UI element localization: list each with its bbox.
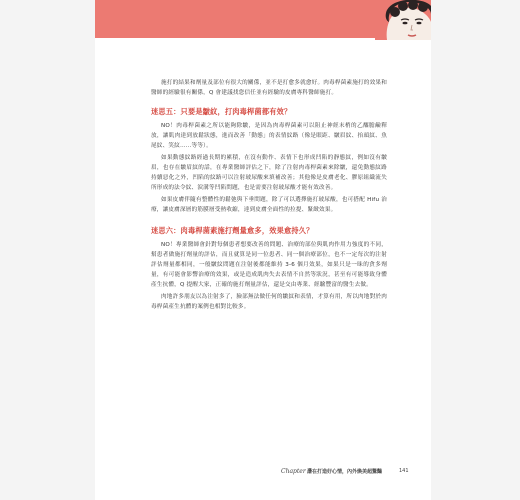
intro-paragraph: 施打的結果和劑量及部位有很大的關係，並不是打愈多就愈好。肉毒桿菌素施打的效果和醫師的經驗很有關係，Q 會建議找您信任並有經驗的皮膚專科醫師施打。 bbox=[151, 80, 387, 96]
paragraph: 如果皮膚伴隨有整體性的鬆弛與下垂問題，除了可以選擇施打玻尿酸，也可搭配 Hifu 治療，讓皮膚深層的筋膜層受熱收縮，達到皮膚全面性的拉提、緊緻效果。 bbox=[151, 197, 387, 213]
paragraph: NO！肉毒桿菌素之所以能夠除皺，是因為肉毒桿菌素可以阻止神經末梢的乙醯膽鹼釋放，讓肌肉達到放鬆狀態，進而改善「動態」的表情紋路（像是眼距、皺眉紋、抬頭紋、魚尾紋、笑紋……等等）。 bbox=[151, 123, 387, 149]
footer-chapter-title: 潛在打造好心情，內外煥美超驚豔 bbox=[307, 469, 383, 475]
paragraph: NO！專業醫師會針對每個患者想要改善的問題、治療的部位與肌肉作用力強度的不同，幫患者做施打劑量的評估，而且就算是同一位患者、同一個治療部位，也不一定每次的注射評估劑量都相同，一般皺紋問題在注射後都能維持 3-6 個月效果，如果只是一昧的貪多劑量，有可能會影響治療的效果，或是造成肌肉失去表情不自然等狀況，甚至有可能導致身體產生抗體，Q 提醒大家，正確的施打劑量評估，還是交由專業、經驗豐富的醫生去做。 bbox=[151, 242, 387, 288]
section-heading-myth-6: 迷思六：肉毒桿菌素施打劑量愈多，效果愈持久？ bbox=[151, 226, 314, 235]
section-heading-myth-5: 迷思五：只要是皺紋，打肉毒桿菌都有效？ bbox=[151, 107, 292, 116]
article-body bbox=[151, 78, 387, 314]
book-page bbox=[95, 0, 431, 500]
paragraph: 肉地許多朋友以為注射多了，臉部無法做任何的皺紋和表情，才算有用，所以肉地對於肉毒桿菌產生抗體的案例也相對比較多。 bbox=[151, 294, 387, 310]
paragraph: 如果動態紋路經過長期的累積，在沒有動作、表情下也形成凹陷的靜態紋，例如沒有皺眉，也存在皺眉紋的話，在專業醫師評估之下，除了注射肉毒桿菌素來除皺，還免動態紋路持續惡化之外，凹陷的紋路可以注射玻尿酸來填補改善；其他像是皮膚老化、膠原組織流失所形成的法令紋、淚溝等凹陷問題，也是需要注射玻尿酸才能有效改善。 bbox=[151, 155, 387, 191]
woman-portrait-illustration bbox=[375, 0, 431, 40]
page-number: 141 bbox=[399, 468, 409, 474]
footer-chapter-label: Chapter 3 bbox=[281, 468, 312, 475]
page-footer bbox=[95, 468, 431, 480]
